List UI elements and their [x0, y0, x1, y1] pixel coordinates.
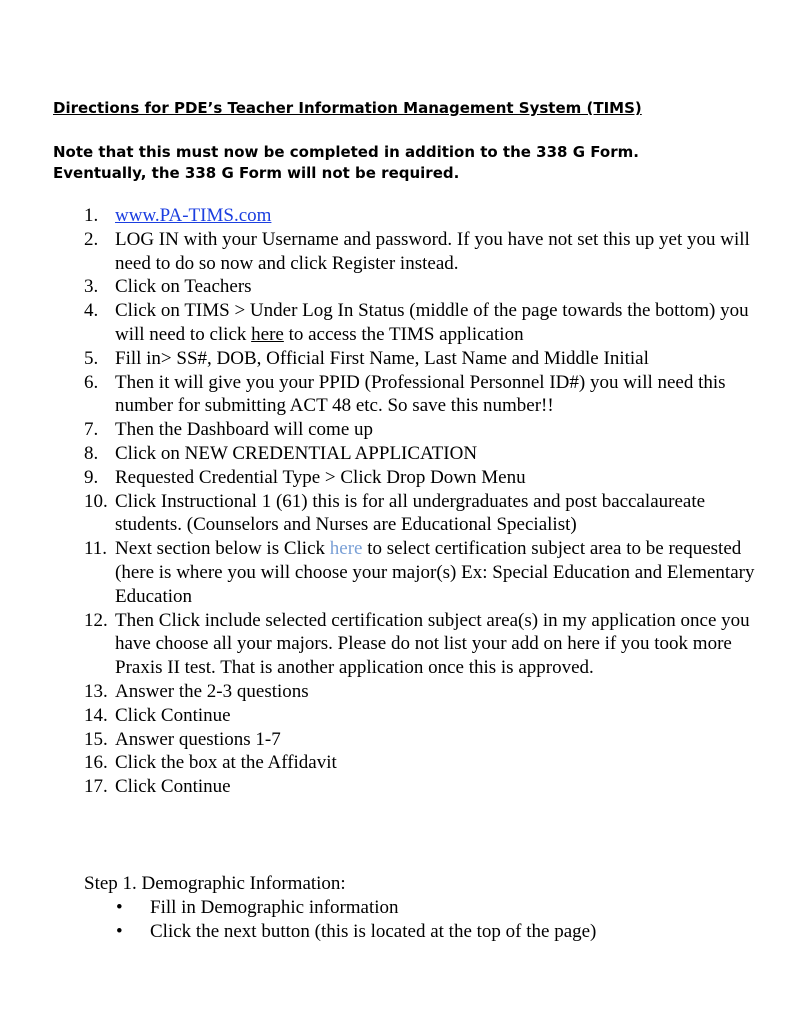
list-item	[84, 704, 764, 728]
list-item	[116, 920, 596, 944]
step-text: Next section below is Click	[115, 538, 330, 560]
list-item	[84, 204, 764, 228]
step-number: 13.	[84, 680, 108, 702]
step-number: 9.	[84, 466, 99, 488]
step-text: Then Click include selected certification subject area(s) in my application once you have choose all your majors. Please do not list your add on here if you took more Praxis II test. That is another application once this is approved.	[115, 609, 750, 679]
step-text: Click on TIMS > Under Log In Status (middle of the page towards the bottom) you will need to click	[115, 300, 749, 345]
step-number: 12.	[84, 609, 108, 631]
list-item	[84, 728, 764, 752]
note-line-2: Eventually, the 338 G Form will not be required.	[53, 164, 460, 182]
step-text: Click Continue	[115, 704, 231, 726]
list-item	[84, 299, 764, 347]
subject-area-here-link[interactable]: here	[329, 538, 363, 560]
list-item	[84, 609, 764, 680]
list-item	[84, 418, 764, 442]
page-title: Directions for PDE’s Teacher Information Management System (TIMS)	[53, 99, 642, 117]
step-number: 3.	[84, 276, 99, 298]
step-text: to select certification subject area to be requested (here is where you will choose your major(s) Ex: Special Education and Elementary Education	[115, 538, 755, 607]
step-number: 6.	[84, 371, 99, 393]
step-text: Click Instructional 1 (61) this is for all undergraduates and post baccalaureate students. (Counselors and Nurses are Educational Specialist)	[115, 490, 706, 536]
step-number: 15.	[84, 728, 108, 750]
list-item	[84, 680, 764, 704]
list-item	[84, 775, 764, 799]
note-line-1: Note that this must now be completed in addition to the 338 G Form.	[53, 143, 639, 161]
list-item	[84, 537, 764, 608]
step-text: Click on NEW CREDENTIAL APPLICATION	[115, 442, 478, 464]
steps-list	[84, 204, 764, 799]
step-number: 14.	[84, 704, 108, 726]
step-number: 11.	[84, 538, 108, 560]
bullet-icon: •	[116, 897, 123, 918]
list-item	[84, 275, 764, 299]
step-number: 1.	[84, 205, 99, 226]
step-text: Click on Teachers	[115, 276, 252, 298]
step-text: Click the box at the Affidavit	[115, 752, 337, 774]
step-number: 2.	[84, 228, 99, 250]
step-text: to access the TIMS application	[283, 323, 524, 345]
step-1-bullet-list	[116, 896, 596, 944]
list-item	[84, 442, 764, 466]
step-number: 5.	[84, 347, 99, 369]
bullet-text: Fill in Demographic information	[150, 897, 399, 918]
step-1-header: Step 1. Demographic Information:	[84, 873, 346, 894]
list-item	[84, 466, 764, 490]
step-number: 7.	[84, 419, 99, 441]
step-text: LOG IN with your Username and password. If you have not set this up yet you will need to do so now and click Register instead.	[115, 228, 750, 274]
step-number: 10.	[84, 490, 108, 512]
step-text: Answer the 2-3 questions	[115, 680, 309, 702]
bullet-text: Click the next button (this is located at the top of the page)	[150, 920, 597, 942]
tims-application-here-link[interactable]: here	[251, 323, 284, 345]
list-item	[84, 228, 764, 276]
list-item	[84, 371, 764, 419]
step-text: Answer questions 1-7	[115, 728, 281, 750]
step-text: Click Continue	[115, 776, 231, 798]
note-paragraph	[53, 142, 639, 184]
list-item	[116, 896, 596, 920]
list-item	[84, 751, 764, 775]
step-text: Fill in> SS#, DOB, Official First Name, Last Name and Middle Initial	[115, 347, 649, 369]
list-item	[84, 347, 764, 371]
step-number: 16.	[84, 752, 108, 774]
step-text: Then it will give you your PPID (Professional Personnel ID#) you will need this number for submitting ACT 48 etc. So save this number!!	[115, 371, 726, 417]
step-text: Then the Dashboard will come up	[115, 419, 374, 441]
step-number: 17.	[84, 776, 108, 798]
step-number: 8.	[84, 442, 99, 464]
step-text: Requested Credential Type > Click Drop Down Menu	[115, 466, 526, 488]
list-item	[84, 490, 764, 538]
pa-tims-link[interactable]: www.PA-TIMS.com	[115, 205, 272, 226]
bullet-icon: •	[116, 920, 123, 942]
step-number: 4.	[84, 300, 99, 322]
